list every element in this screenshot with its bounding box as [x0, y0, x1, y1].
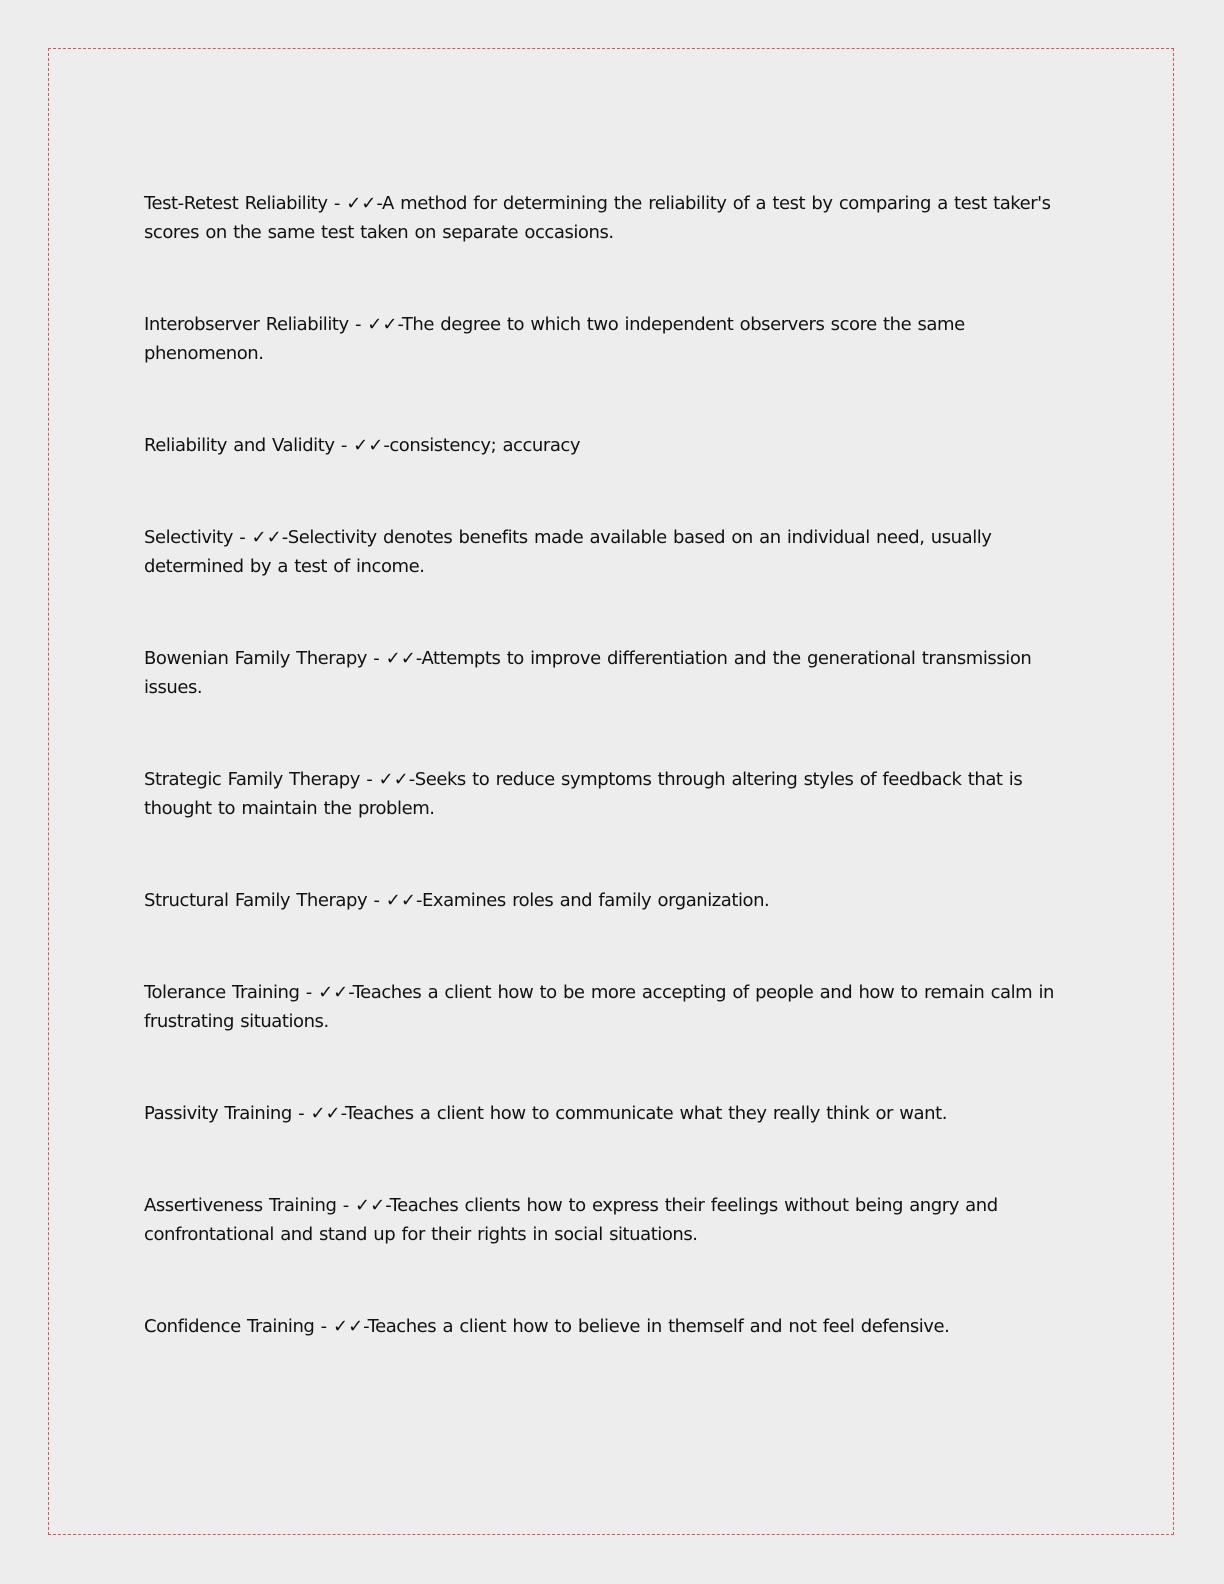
entry-definition: A method for determining the reliability of a test by comparing a test taker's scores on the same test taken on separate occasions.	[144, 193, 1051, 243]
double-check-icon: ✓✓	[378, 769, 409, 790]
entry-definition: Seeks to reduce symptoms through altering styles of feedback that is thought to maintain the problem.	[144, 769, 1023, 819]
entry-term: Assertiveness Training	[144, 1195, 337, 1216]
flashcard-list	[144, 189, 1084, 1404]
entry-reliability-and-validity: Reliability and Validity - ✓✓-consistency; accuracy	[144, 435, 581, 456]
double-check-icon: ✓✓	[310, 1103, 341, 1124]
double-check-icon: ✓✓	[318, 982, 349, 1003]
entry-term: Reliability and Validity	[144, 435, 335, 456]
double-check-icon: ✓✓	[353, 435, 384, 456]
entry-term: Strategic Family Therapy	[144, 769, 360, 790]
entry-definition: The degree to which two independent observers score the same phenomenon.	[144, 314, 965, 364]
entry-definition: Teaches a client how to communicate what they really think or want.	[345, 1103, 947, 1124]
entry-bowenian-family-therapy: Bowenian Family Therapy - ✓✓-Attempts to improve differentiation and the generational transmission issues.	[144, 648, 1032, 698]
entry-definition: Examines roles and family organization.	[422, 890, 770, 911]
double-check-icon: ✓✓	[385, 648, 416, 669]
entry-term: Confidence Training	[144, 1316, 315, 1337]
entry-definition: Teaches a client how to be more accepting of people and how to remain calm in frustrating situations.	[144, 982, 1055, 1032]
entry-confidence-training: Confidence Training - ✓✓-Teaches a client how to believe in themself and not feel defensive.	[144, 1316, 950, 1337]
entry-term: Interobserver Reliability	[144, 314, 349, 335]
entry-structural-family-therapy: Structural Family Therapy - ✓✓-Examines roles and family organization.	[144, 890, 770, 911]
double-check-icon: ✓✓	[251, 527, 282, 548]
entry-term: Tolerance Training	[144, 982, 300, 1003]
double-check-icon: ✓✓	[367, 314, 398, 335]
entry-passivity-training: Passivity Training - ✓✓-Teaches a client how to communicate what they really think or want.	[144, 1103, 947, 1124]
double-check-icon: ✓✓	[355, 1195, 386, 1216]
entry-definition: Teaches clients how to express their feelings without being angry and confrontational and stand up for their rights in social situations.	[144, 1195, 998, 1245]
entry-tolerance-training: Tolerance Training - ✓✓-Teaches a client how to be more accepting of people and how to remain calm in frustrating situations.	[144, 982, 1055, 1032]
entry-assertiveness-training: Assertiveness Training - ✓✓-Teaches clients how to express their feelings without being angry and confrontational and stand up for their rights in social situations.	[144, 1195, 998, 1245]
double-check-icon: ✓✓	[385, 890, 416, 911]
entry-term: Passivity Training	[144, 1103, 292, 1124]
entry-interobserver-reliability: Interobserver Reliability - ✓✓-The degree to which two independent observers score the same phenomenon.	[144, 314, 965, 364]
double-check-icon: ✓✓	[346, 193, 377, 214]
entry-term: Structural Family Therapy	[144, 890, 368, 911]
entry-term: Test-Retest Reliability	[144, 193, 328, 214]
entry-definition: Selectivity denotes benefits made available based on an individual need, usually determined by a test of income.	[144, 527, 992, 577]
entry-term: Bowenian Family Therapy	[144, 648, 368, 669]
entry-strategic-family-therapy: Strategic Family Therapy - ✓✓-Seeks to reduce symptoms through altering styles of feedback that is thought to maintain the problem.	[144, 769, 1023, 819]
entry-definition: Teaches a client how to believe in themself and not feel defensive.	[367, 1316, 950, 1337]
entry-selectivity: Selectivity - ✓✓-Selectivity denotes benefits made available based on an individual need, usually determined by a test of income.	[144, 527, 992, 577]
entry-test-retest-reliability: Test-Retest Reliability - ✓✓-A method for determining the reliability of a test by comparing a test taker's scores on the same test taken on separate occasions.	[144, 193, 1051, 243]
entry-definition: Attempts to improve differentiation and the generational transmission issues.	[144, 648, 1032, 698]
entry-definition: consistency; accuracy	[389, 435, 581, 456]
double-check-icon: ✓✓	[333, 1316, 364, 1337]
entry-term: Selectivity	[144, 527, 233, 548]
